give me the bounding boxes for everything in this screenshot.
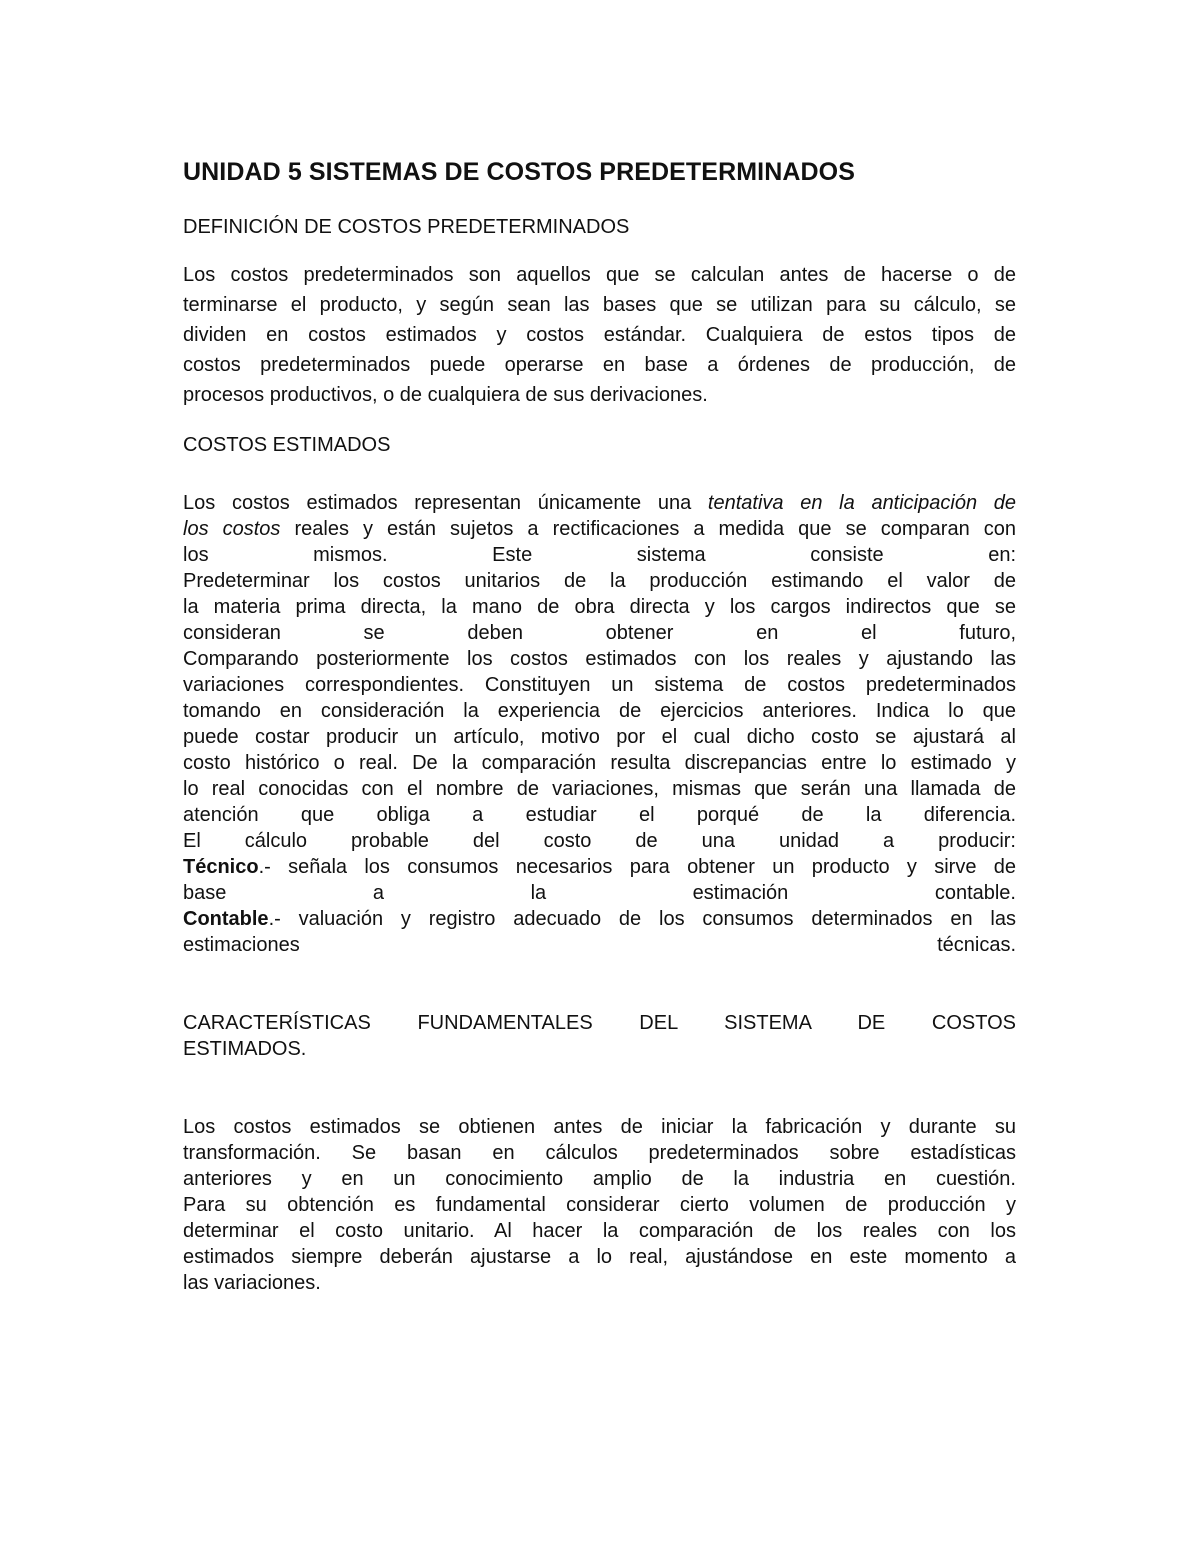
- text-line: determinar el costo unitario. Al hacer la comparación de los reales con los: [183, 1220, 1016, 1242]
- text-line: la materia prima directa, la mano de obra directa y los cargos indirectos que se: [183, 596, 1016, 618]
- text-line: costos predeterminados puede operarse en base a órdenes de producción, de: [183, 354, 1016, 376]
- section-heading-definicion: DEFINICIÓN DE COSTOS PREDETERMINADOS: [183, 216, 630, 238]
- text-line: estimados siempre deberán ajustarse a lo real, ajustándose en este momento a: [183, 1246, 1016, 1268]
- text-run: .- valuación y registro adecuado de los consumos determinados en las: [268, 908, 1016, 930]
- italic-text: los costos: [183, 518, 281, 540]
- text-line: atención que obliga a estudiar el porqué de la diferencia.: [183, 804, 1016, 826]
- heading-line: CARACTERÍSTICAS FUNDAMENTALES DEL SISTEMA DE COSTOS: [183, 1012, 1016, 1034]
- heading-line: ESTIMADOS.: [183, 1038, 307, 1060]
- page-title: UNIDAD 5 SISTEMAS DE COSTOS PREDETERMINADOS: [183, 158, 855, 186]
- text-line: [183, 490, 1016, 516]
- paragraph-caracteristicas: [183, 1114, 1016, 1296]
- section-heading-costos-estimados: COSTOS ESTIMADOS: [183, 434, 391, 456]
- text-run: reales y están sujetos a rectificaciones a medida que se comparan con: [280, 518, 1016, 540]
- text-line: estimaciones técnicas.: [183, 934, 1016, 956]
- text-line: tomando en consideración la experiencia de ejercicios anteriores. Indica lo que: [183, 700, 1016, 722]
- text-line: consideran se deben obtener en el futuro,: [183, 622, 1016, 644]
- text-line: Predeterminar los costos unitarios de la producción estimando el valor de: [183, 570, 1016, 592]
- text-line: lo real conocidas con el nombre de variaciones, mismas que serán una llamada de: [183, 778, 1016, 800]
- text-run: .- señala los consumos necesarios para obtener un producto y sirve de: [258, 856, 1016, 878]
- text-line: puede costar producir un artículo, motivo por el cual dicho costo se ajustará al: [183, 726, 1016, 748]
- bold-term-contable: Contable: [183, 908, 269, 930]
- italic-text: tentativa en la anticipación de: [707, 492, 1017, 514]
- text-line: base a la estimación contable.: [183, 882, 1016, 904]
- text-line: transformación. Se basan en cálculos predeterminados sobre estadísticas: [183, 1142, 1016, 1164]
- paragraph-definicion: [183, 260, 1016, 410]
- text-line: Los costos predeterminados son aquellos que se calculan antes de hacerse o de: [183, 264, 1016, 286]
- text-line: variaciones correspondientes. Constituyen un sistema de costos predeterminados: [183, 674, 1016, 696]
- bold-term-tecnico: Técnico: [183, 856, 259, 878]
- text-line: [183, 854, 1016, 880]
- text-line: dividen en costos estimados y costos estándar. Cualquiera de estos tipos de: [183, 324, 1016, 346]
- text-line: [183, 516, 1016, 542]
- text-line: [183, 906, 1016, 932]
- paragraph-costos-estimados: [183, 490, 1016, 958]
- text-line: Comparando posteriormente los costos estimados con los reales y ajustando las: [183, 648, 1016, 670]
- text-line: Los costos estimados se obtienen antes de iniciar la fabricación y durante su: [183, 1116, 1016, 1138]
- text-line: los mismos. Este sistema consiste en:: [183, 544, 1016, 566]
- text-line: Para su obtención es fundamental considerar cierto volumen de producción y: [183, 1194, 1016, 1216]
- text-line: costo histórico o real. De la comparación resulta discrepancias entre lo estimado y: [183, 752, 1016, 774]
- text-line: procesos productivos, o de cualquiera de sus derivaciones.: [183, 384, 708, 406]
- text-line: anteriores y en un conocimiento amplio de la industria en cuestión.: [183, 1168, 1016, 1190]
- heading-lines: [183, 1010, 1016, 1062]
- section-heading-caracteristicas: [183, 1010, 1016, 1062]
- text-run: Los costos estimados representan únicamente una: [183, 492, 708, 514]
- text-line: terminarse el producto, y según sean las bases que se utilizan para su cálculo, se: [183, 294, 1016, 316]
- document-body: [183, 150, 1016, 1296]
- text-line: las variaciones.: [183, 1272, 321, 1294]
- text-line: El cálculo probable del costo de una unidad a producir:: [183, 830, 1016, 852]
